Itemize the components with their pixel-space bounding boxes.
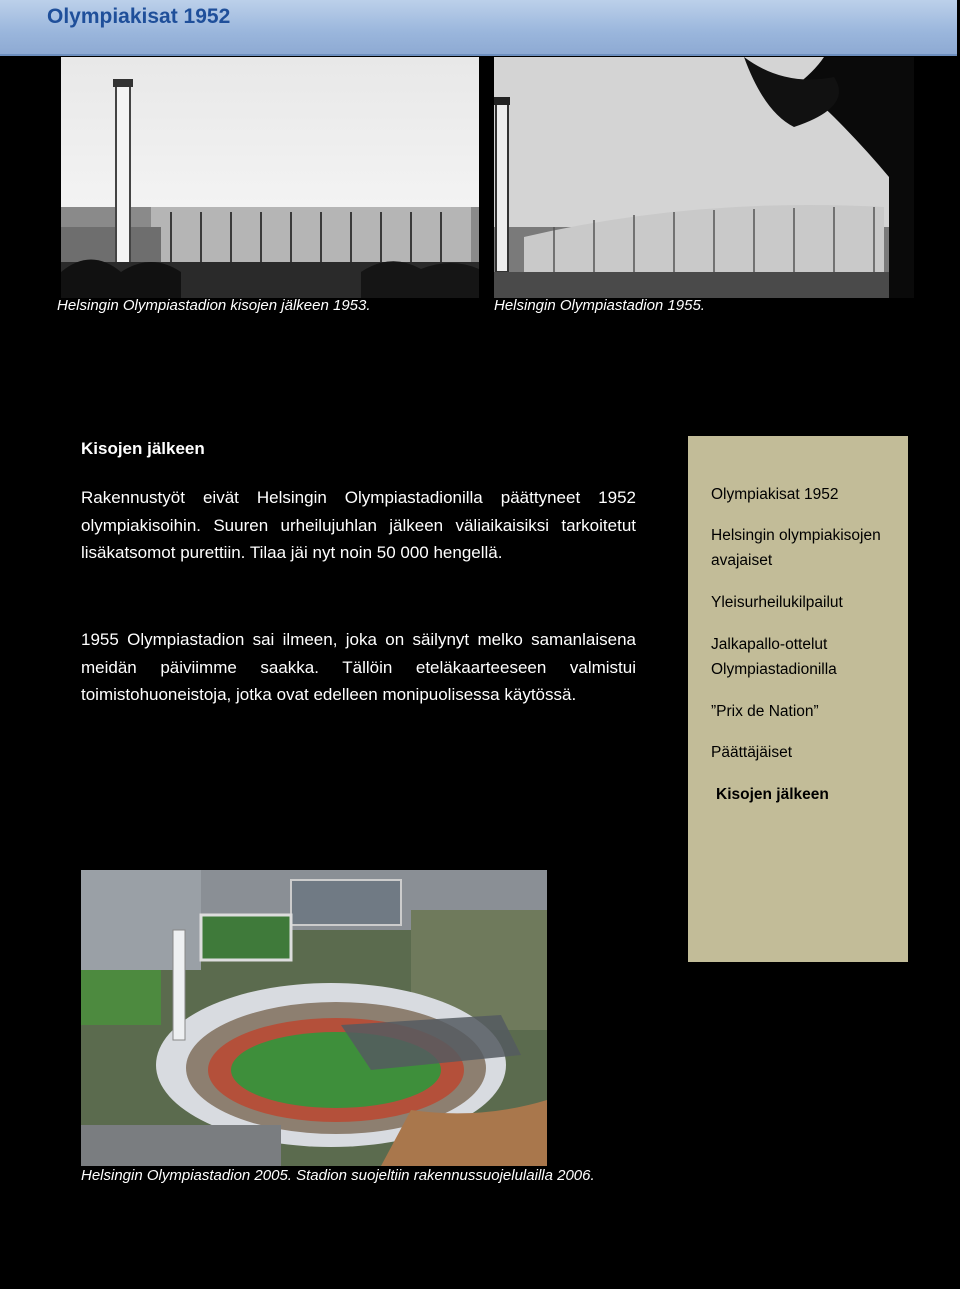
photo-caption-1953: Helsingin Olympiastadion kisojen jälkeen 1953.	[57, 297, 371, 314]
sidebar-item-yleisurheilukilpailut[interactable]: Yleisurheilukilpailut	[711, 594, 843, 611]
photo-caption-2005: Helsingin Olympiastadion 2005. Stadion suojeltiin rakennussuojelulailla 2006.	[81, 1167, 595, 1184]
section-heading: Kisojen jälkeen	[81, 439, 205, 458]
sidebar-item-kisojen-jalkeen[interactable]: Kisojen jälkeen	[716, 786, 829, 803]
page-header	[0, 0, 957, 56]
photo-caption-1955: Helsingin Olympiastadion 1955.	[494, 297, 705, 314]
paragraph-1955: 1955 Olympiastadion sai ilmeen, joka on säilynyt melko samanlaisena meidän päiviimme saakka. Tällöin eteläkaarteeseen valmistui toimistohuoneistoja, jotka ovat edelleen monipuolisessa käytössä.	[81, 630, 636, 704]
page-title: Olympiakisat 1952	[47, 5, 231, 28]
sidebar-item-avajaiset[interactable]: Helsingin olympiakisojen avajaiset	[711, 527, 881, 569]
sidebar-item-prix-de-nation[interactable]: ”Prix de Nation”	[711, 703, 819, 720]
stadium-1955-photo	[494, 57, 914, 298]
sidebar-item-jalkapallo[interactable]: Jalkapallo-ottelut Olympiastadionilla	[711, 636, 837, 678]
stadium-2005-aerial-photo	[81, 870, 547, 1166]
paragraph-after-games: Rakennustyöt eivät Helsingin Olympiastadionilla päättyneet 1952 olympiakisoihin. Suuren urheilujuhlan jälkeen väliaikaisiksi tarkoitetut lisäkatsomot purettiin. Tilaa jäi nyt noin 50 000 hengellä.	[81, 488, 636, 562]
sidebar-item-paattajaiset[interactable]: Päättäjäiset	[711, 744, 792, 761]
stadium-1953-photo	[61, 57, 479, 298]
sidebar-item-olympiakisat-1952[interactable]: Olympiakisat 1952	[711, 486, 839, 503]
sidebar-nav	[688, 436, 908, 962]
